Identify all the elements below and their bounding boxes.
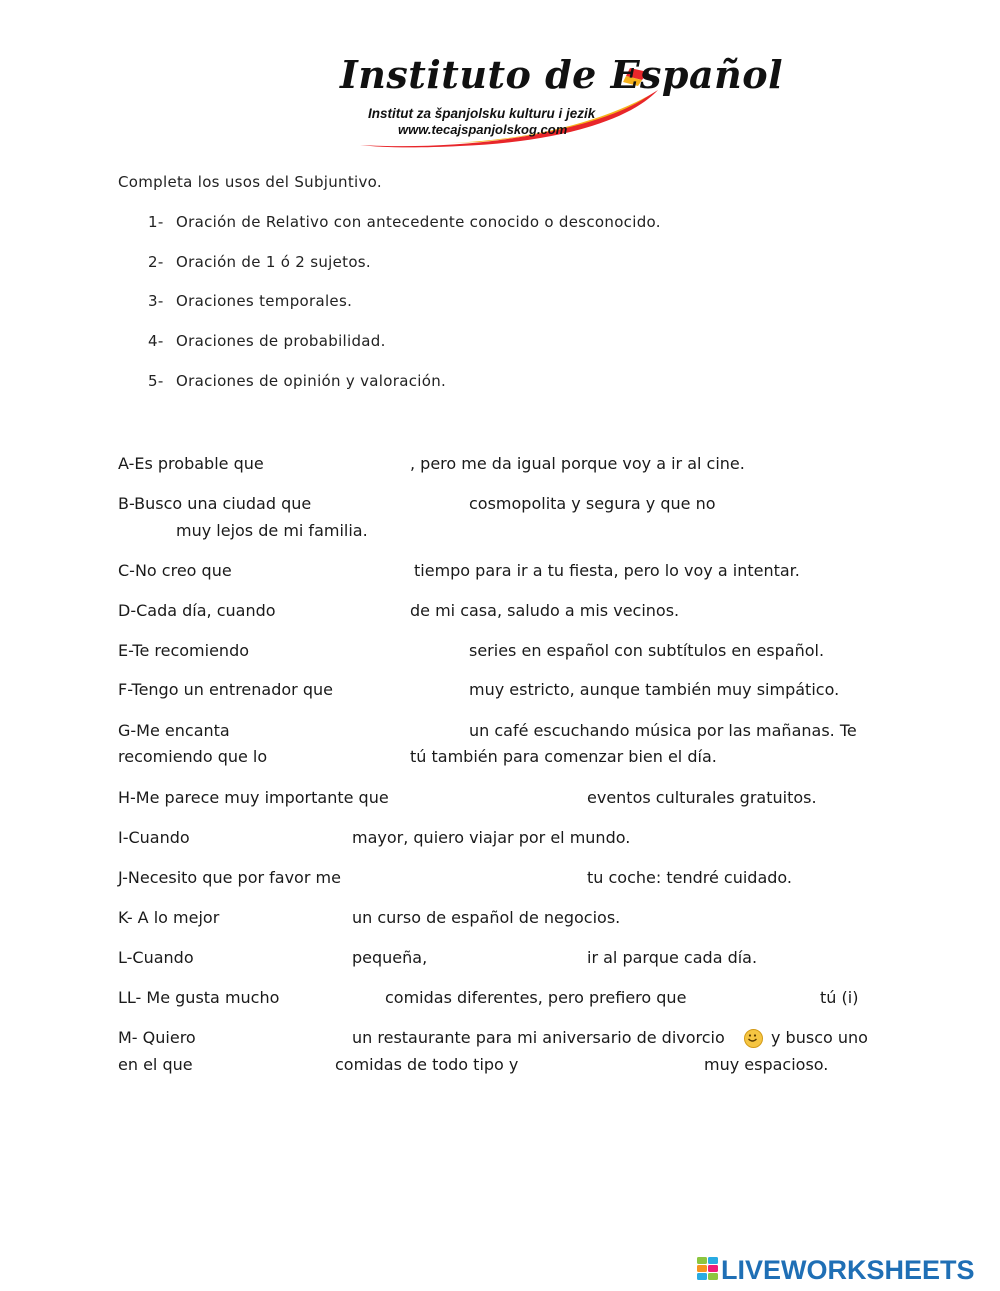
exercise-m-continuation-4: muy espacioso. [704, 1055, 829, 1074]
exercise-g-continuation: un café escuchando música por las mañanas. Te [469, 721, 857, 740]
exercise-g-continuation-2: tú también para comenzar bien el día. [410, 747, 717, 766]
liveworksheets-wordmark: LIVEWORKSHEETS [721, 1255, 975, 1285]
exercise-l-continuation: pequeña, [352, 948, 428, 967]
list-item-number: 4- [148, 332, 164, 350]
exercise-m-continuation-3: comidas de todo tipo y [335, 1055, 519, 1074]
list-item-number: 5- [148, 372, 164, 390]
liveworksheets-brand [697, 1255, 993, 1285]
exercise-l-continuation-2: ir al parque cada día. [587, 948, 758, 967]
exercise-a-prompt: A-Es probable que [118, 454, 264, 473]
list-item-number: 2- [148, 253, 164, 271]
exercise-h-continuation: eventos culturales gratuitos. [587, 788, 817, 807]
liveworksheets-logo-icon [697, 1257, 719, 1281]
logo-title: Instituto de Español [340, 52, 784, 97]
exercise-m-continuation-2: y busco uno [771, 1028, 868, 1047]
list-item-text: Oraciones de probabilidad. [176, 332, 386, 350]
exercise-ll-continuation-2: tú (i) [820, 988, 859, 1007]
exercise-b-continuation-2: muy lejos de mi familia. [176, 521, 368, 540]
exercise-f-continuation: muy estricto, aunque también muy simpático. [469, 680, 840, 699]
exercise-c-prompt: C-No creo que [118, 561, 232, 580]
exercise-d-prompt: D-Cada día, cuando [118, 601, 276, 620]
exercise-l-prompt: L-Cuando [118, 948, 194, 967]
exercise-e-prompt: E-Te recomiendo [118, 641, 250, 660]
exercise-m-prompt: M- Quiero [118, 1028, 196, 1047]
exercise-f-prompt: F-Tengo un entrenador que [118, 680, 333, 699]
list-item-text: Oración de Relativo con antecedente conocido o desconocido. [176, 213, 661, 231]
exercise-ll-prompt: LL- Me gusta mucho [118, 988, 280, 1007]
exercise-ll-continuation: comidas diferentes, pero prefiero que [385, 988, 687, 1007]
list-item-text: Oración de 1 ó 2 sujetos. [176, 253, 371, 271]
exercise-g-prompt: G-Me encanta [118, 721, 230, 740]
exercise-h-prompt: H-Me parece muy importante que [118, 788, 389, 807]
exercise-i-continuation: mayor, quiero viajar por el mundo. [352, 828, 631, 847]
smiley-icon [744, 1029, 763, 1048]
exercise-j-continuation: tu coche: tendré cuidado. [587, 868, 793, 887]
exercise-d-continuation: de mi casa, saludo a mis vecinos. [410, 601, 680, 620]
exercise-b-continuation: cosmopolita y segura y que no [469, 494, 716, 513]
list-item-number: 3- [148, 292, 164, 310]
exercise-m-continuation: un restaurante para mi aniversario de divorcio [352, 1028, 725, 1047]
list-item-number: 1- [148, 213, 164, 231]
logo-subtitle: Institut za španjolsku kulturu i jezik [368, 106, 596, 121]
exercise-j-prompt: J-Necesito que por favor me [118, 868, 341, 887]
exercise-a-continuation: , pero me da igual porque voy a ir al cine. [410, 454, 745, 473]
exercise-c-continuation: tiempo para ir a tu fiesta, pero lo voy a intentar. [414, 561, 800, 580]
exercise-e-continuation: series en español con subtítulos en español. [469, 641, 825, 660]
list-item-text: Oraciones temporales. [176, 292, 353, 310]
exercise-k-continuation: un curso de español de negocios. [352, 908, 621, 927]
exercise-g-prompt-2: recomiendo que lo [118, 747, 268, 766]
instruction-text: Completa los usos del Subjuntivo. [118, 173, 382, 191]
exercise-i-prompt: I-Cuando [118, 828, 190, 847]
institute-logo [330, 50, 784, 160]
exercise-m-prompt-2: en el que [118, 1055, 193, 1074]
list-item-text: Oraciones de opinión y valoración. [176, 372, 447, 390]
logo-url: www.tecajspanjolskog.com [398, 122, 568, 137]
exercise-b-prompt: B-Busco una ciudad que [118, 494, 312, 513]
exercise-k-prompt: K- A lo mejor [118, 908, 220, 927]
